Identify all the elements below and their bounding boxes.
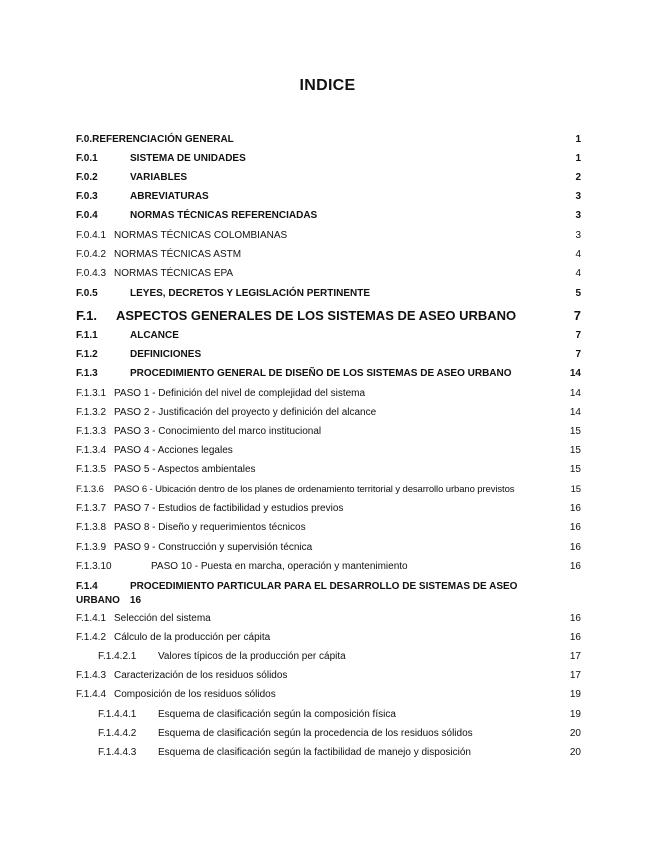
- toc-entry-page: 5: [575, 288, 581, 299]
- toc-entry[interactable]: [76, 150, 581, 167]
- toc-entry-code: F.1.4.3: [76, 670, 107, 681]
- toc-entry-code: F.1.3.4: [76, 445, 107, 456]
- toc-entry-code: F.0.4: [76, 210, 98, 221]
- toc-entry[interactable]: [76, 610, 581, 627]
- toc-entry[interactable]: [76, 558, 581, 575]
- toc-entry-label: PROCEDIMIENTO PARTICULAR PARA EL DESARROLLO DE SISTEMAS DE ASEO: [130, 581, 518, 592]
- toc-entry-code: F.0.2: [76, 172, 98, 183]
- toc-entry-code: F.1.3.5: [76, 464, 107, 475]
- toc-entry-page: 1: [575, 134, 581, 145]
- toc-entry-page: 3: [575, 210, 581, 221]
- toc-entry-page: 4: [575, 268, 581, 279]
- toc-entry-label: PASO 3 - Conocimiento del marco institucional: [114, 426, 322, 437]
- toc-entry-label: NORMAS TÉCNICAS REFERENCIADAS: [130, 210, 318, 221]
- toc-entry-label: NORMAS TÉCNICAS ASTM: [114, 249, 242, 260]
- toc-entry[interactable]: [76, 327, 581, 344]
- toc-entry-label: ASPECTOS GENERALES DE LOS SISTEMAS DE ASEO URBANO: [116, 308, 517, 323]
- toc-entry-page: 16: [569, 542, 581, 553]
- toc-entry-page: 14: [569, 368, 581, 379]
- toc-entry[interactable]: [76, 580, 581, 610]
- toc-entry-label-line2: URBANO: [76, 595, 120, 606]
- toc-entry-code: F.1.3.3: [76, 426, 107, 437]
- toc-entry[interactable]: [76, 227, 581, 244]
- toc-entry[interactable]: [76, 686, 581, 703]
- toc-entry-label: ALCANCE: [130, 330, 179, 341]
- toc-entry[interactable]: [76, 246, 581, 263]
- toc-entry-label: F.0.REFERENCIACIÓN GENERAL: [76, 134, 234, 145]
- toc-entry-label: NORMAS TÉCNICAS EPA: [114, 268, 234, 279]
- toc-entry[interactable]: [76, 365, 581, 382]
- toc-entry-page: 19: [569, 689, 581, 700]
- toc-entry-label: Esquema de clasificación según la factibilidad de manejo y disposición: [158, 747, 471, 758]
- toc-entry-code: F.0.5: [76, 288, 98, 299]
- toc-chapter-entry[interactable]: [76, 306, 581, 326]
- toc-entry[interactable]: [76, 519, 581, 536]
- toc-entry-code: F.1.4.4.2: [98, 728, 137, 739]
- toc-entry-code: F.1.3.7: [76, 503, 107, 514]
- toc-entry-page: 7: [575, 349, 581, 360]
- toc-entry-label: LEYES, DECRETOS Y LEGISLACIÓN PERTINENTE: [130, 288, 371, 299]
- toc-entry-page: 3: [575, 230, 581, 241]
- toc-entry-code: F.1.4: [76, 581, 98, 592]
- toc-entry-page: 7: [573, 308, 581, 323]
- toc-entry-label: PASO 5 - Aspectos ambientales: [114, 464, 256, 475]
- toc-entry-label: PASO 9 - Construcción y supervisión técnica: [114, 542, 313, 553]
- toc-entry[interactable]: [76, 706, 581, 723]
- toc-entry[interactable]: [76, 169, 581, 186]
- toc-entry[interactable]: [76, 744, 581, 761]
- toc-entry-page: 3: [575, 191, 581, 202]
- toc-entry-label: PASO 6 - Ubicación dentro de los planes de ordenamiento territorial y desarrollo urbano previstos: [114, 484, 515, 495]
- toc-entry-page: 17: [569, 651, 581, 662]
- toc-entry[interactable]: [76, 481, 581, 498]
- toc-entry-label: PASO 2 - Justificación del proyecto y definición del alcance: [114, 407, 377, 418]
- toc-entry-page: 16: [569, 561, 581, 572]
- toc-entry-label: Cálculo de la producción per cápita: [114, 632, 271, 643]
- toc-entry-code: F.1.3.1: [76, 388, 107, 399]
- toc-entry-page: 16: [569, 503, 581, 514]
- toc-entry-page: 7: [575, 330, 581, 341]
- toc-entry-page: 20: [569, 728, 581, 739]
- toc-entry-code: F.1.3.8: [76, 522, 107, 533]
- toc-entry[interactable]: [76, 404, 581, 421]
- toc-entry-page: 15: [569, 426, 581, 437]
- toc-entry-page: 4: [575, 249, 581, 260]
- toc-entry-code: F.1.: [76, 308, 97, 323]
- toc-entry[interactable]: [76, 285, 581, 302]
- toc-entry-label-continued: [76, 594, 141, 608]
- toc-entry-label: PASO 10 - Puesta en marcha, operación y mantenimiento: [151, 561, 408, 572]
- toc-entry-label: SISTEMA DE UNIDADES: [130, 153, 246, 164]
- toc-entry-label: PROCEDIMIENTO GENERAL DE DISEÑO DE LOS SISTEMAS DE ASEO URBANO: [130, 368, 512, 379]
- toc-entry-code: F.0.4.3: [76, 268, 107, 279]
- toc-entry-code: F.1.3.6: [76, 484, 104, 495]
- toc-entry[interactable]: [76, 648, 581, 665]
- toc-entry[interactable]: [76, 461, 581, 478]
- toc-entry-code: F.0.4.2: [76, 249, 107, 260]
- toc-entry[interactable]: [76, 207, 581, 224]
- toc-entry[interactable]: [76, 539, 581, 556]
- toc-entry-page: 15: [569, 464, 581, 475]
- toc-entry-label: PASO 8 - Diseño y requerimientos técnicos: [114, 522, 306, 533]
- toc-entry-code: F.1.1: [76, 330, 98, 341]
- toc-entry-page: 1: [575, 153, 581, 164]
- toc-entry-page: 16: [569, 522, 581, 533]
- toc-entry-code: F.0.1: [76, 153, 98, 164]
- toc-entry-code: F.1.4.2: [76, 632, 107, 643]
- toc-entry-code: F.1.4.4.3: [98, 747, 137, 758]
- toc-entry[interactable]: [76, 500, 581, 517]
- toc-entry[interactable]: [76, 629, 581, 646]
- toc-entry-page: 15: [570, 484, 581, 495]
- toc-entry-label: NORMAS TÉCNICAS COLOMBIANAS: [114, 230, 288, 241]
- toc-entry-label: ABREVIATURAS: [130, 191, 209, 202]
- toc-entry-code: F.1.3.9: [76, 542, 107, 553]
- toc-entry-code: F.1.4.1: [76, 613, 107, 624]
- toc-entry[interactable]: [76, 265, 581, 282]
- toc-entry-code: F.0.4.1: [76, 230, 107, 241]
- toc-entry[interactable]: [76, 725, 581, 742]
- toc-entry[interactable]: [76, 423, 581, 440]
- toc-entry-page: 14: [569, 407, 581, 418]
- toc-entry[interactable]: [76, 188, 581, 205]
- toc-entry-page: 19: [569, 709, 581, 720]
- toc-entry[interactable]: [76, 131, 581, 148]
- toc-entry-code: F.1.3.10: [76, 561, 112, 572]
- toc-entry-label: Esquema de clasificación según la composición física: [158, 709, 396, 720]
- toc-entry-page: 20: [569, 747, 581, 758]
- toc-entry-label: VARIABLES: [130, 172, 188, 183]
- toc-entry-label: Composición de los residuos sólidos: [114, 689, 276, 700]
- toc-entry-label: PASO 1 - Definición del nivel de complejidad del sistema: [114, 388, 366, 399]
- toc-entry-page: 2: [575, 172, 581, 183]
- toc-entry-code: F.1.4.4: [76, 689, 107, 700]
- toc-entry-code: F.1.3.2: [76, 407, 107, 418]
- toc-entry-label: PASO 4 - Acciones legales: [114, 445, 233, 456]
- toc-entry-label: Esquema de clasificación según la procedencia de los residuos sólidos: [158, 728, 473, 739]
- toc-entry[interactable]: [76, 442, 581, 459]
- toc-entry-label: DEFINICIONES: [130, 349, 202, 360]
- toc-entry-code: F.1.4.2.1: [98, 651, 137, 662]
- toc-entry-page: 16: [129, 595, 142, 606]
- toc-entry-page: 17: [569, 670, 581, 681]
- toc-entry-page: 16: [569, 613, 581, 624]
- toc-entry[interactable]: [76, 346, 581, 363]
- page-title: INDICE: [299, 77, 356, 94]
- toc-entry[interactable]: [76, 385, 581, 402]
- toc-entry-page: 14: [569, 388, 581, 399]
- toc-entry-label: Valores típicos de la producción per cápita: [158, 651, 346, 662]
- toc-entry-label: Selección del sistema: [114, 613, 211, 624]
- toc-entry-page: 16: [569, 632, 581, 643]
- toc-entry-page: 15: [569, 445, 581, 456]
- toc-entry-label: PASO 7 - Estudios de factibilidad y estudios previos: [114, 503, 344, 514]
- toc-entry-code: F.1.2: [76, 349, 98, 360]
- toc-entry[interactable]: [76, 667, 581, 684]
- toc-entry-code: F.1.3: [76, 368, 98, 379]
- toc-entry-code: F.1.4.4.1: [98, 709, 137, 720]
- toc-entry-label: Caracterización de los residuos sólidos: [114, 670, 288, 681]
- toc-entry-code: F.0.3: [76, 191, 98, 202]
